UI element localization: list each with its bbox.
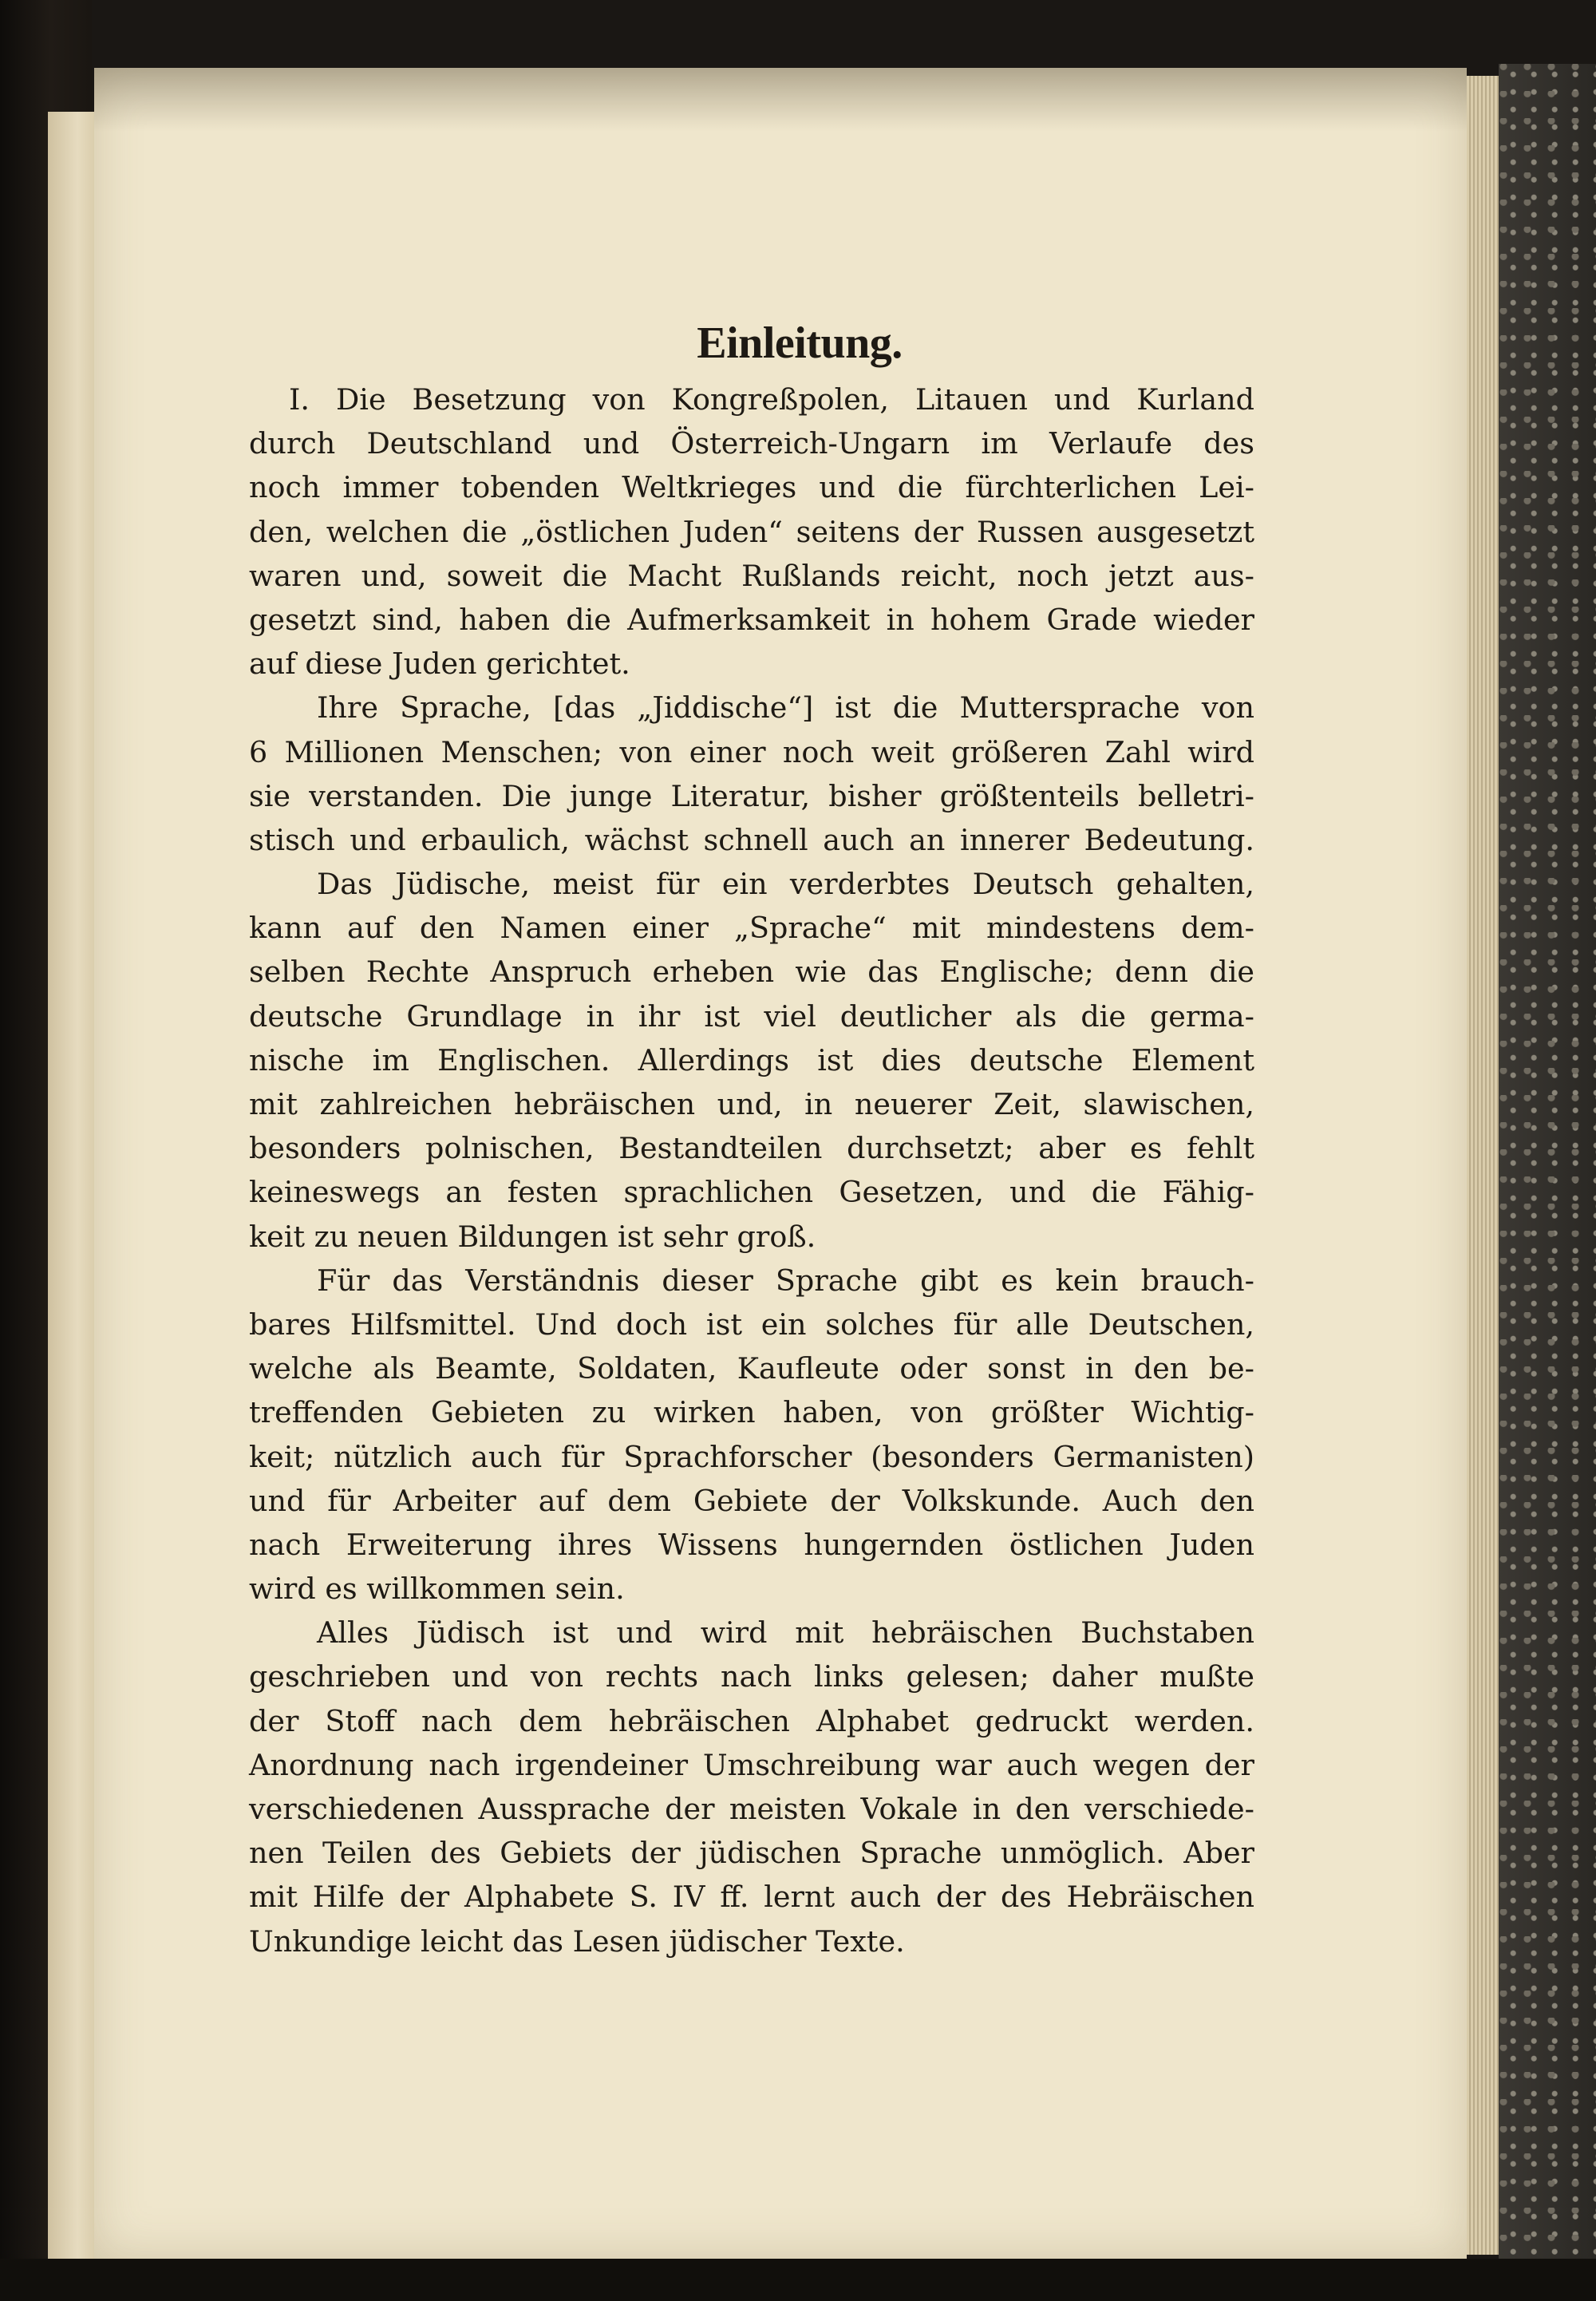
text-line: I. Die Besetzung von Kongreßpolen, Litauen und Kurland	[289, 382, 1254, 417]
text-line: noch immer tobenden Weltkrieges und die fürchterlichen Lei-	[249, 470, 1254, 505]
text-line: keineswegs an festen sprachlichen Gesetzen, und die Fähig-	[249, 1175, 1254, 1210]
text-line: kann auf den Namen einer „Sprache“ mit mindestens dem-	[249, 911, 1254, 946]
text-line: durch Deutschland und Österreich-Ungarn im Verlaufe des	[249, 426, 1254, 461]
text-line: der Stoff nach dem hebräischen Alphabet gedruckt werden.	[249, 1703, 1254, 1738]
text-line: sie verstanden. Die junge Literatur, bisher größtenteils belletri-	[249, 778, 1254, 813]
text-line: Für das Verständnis dieser Sprache gibt es kein brauch-	[317, 1263, 1254, 1298]
marbled-cover	[1499, 64, 1596, 2301]
text-line: geschrieben und von rechts nach links gelesen; daher mußte	[249, 1659, 1254, 1694]
text-line: mit zahlreichen hebräischen und, in neuerer Zeit, slawischen,	[249, 1087, 1254, 1121]
text-line: keit; nützlich auch für Sprachforscher (besonders Germanisten)	[249, 1439, 1254, 1474]
text-line: auf diese Juden gerichtet.	[249, 646, 630, 682]
text-line: bares Hilfsmittel. Und doch ist ein solches für alle Deutschen,	[249, 1307, 1254, 1342]
text-line: 6 Millionen Menschen; von einer noch weit größeren Zahl wird	[249, 734, 1254, 769]
text-line: waren und, soweit die Macht Rußlands reicht, noch jetzt aus-	[249, 558, 1254, 593]
text-line: keit zu neuen Bildungen ist sehr groß.	[249, 1219, 816, 1254]
text-line: treffenden Gebieten zu wirken haben, von größter Wichtig-	[249, 1395, 1254, 1430]
text-line: nach Erweiterung ihres Wissens hungernden östlichen Juden	[249, 1527, 1254, 1562]
text-line: welche als Beamte, Soldaten, Kaufleute oder sonst in den be-	[249, 1351, 1254, 1386]
text-line: nische im Englischen. Allerdings ist dies deutsche Element	[249, 1042, 1254, 1077]
text-line: stisch und erbaulich, wächst schnell auch an innerer Bedeutung.	[249, 822, 1254, 857]
text-line: mit Hilfe der Alphabete S. IV ff. lernt auch der des Hebräischen	[249, 1880, 1254, 1915]
text-line: Alles Jüdisch ist und wird mit hebräischen Buchstaben	[317, 1615, 1254, 1651]
text-line: selben Rechte Anspruch erheben wie das Englische; denn die	[249, 955, 1254, 990]
page-text	[249, 315, 1254, 1963]
text-line: Unkundige leicht das Lesen jüdischer Texte.	[249, 1923, 905, 1959]
page-top-shadow	[94, 68, 1467, 132]
page-edges	[1467, 76, 1499, 2255]
left-page-edge	[48, 112, 99, 2267]
text-line: gesetzt sind, haben die Aufmerksamkeit in hohem Grade wieder	[249, 602, 1254, 637]
text-line: Das Jüdische, meist für ein verderbtes Deutsch gehalten,	[317, 867, 1254, 902]
bottom-shadow	[0, 2259, 1596, 2301]
text-line: verschiedenen Aussprache der meisten Vokale in den verschiede-	[249, 1792, 1254, 1826]
text-line: Ihre Sprache, [das „Jiddische“] ist die Muttersprache von	[317, 690, 1254, 725]
text-line: den, welchen die „östlichen Juden“ seitens der Russen ausgesetzt	[249, 514, 1254, 549]
body-text	[249, 378, 1254, 1963]
chapter-heading: Einleitung.	[697, 318, 903, 368]
text-line: wird es willkommen sein.	[249, 1572, 625, 1607]
text-line: Anordnung nach irgendeiner Umschreibung war auch wegen der	[249, 1747, 1254, 1782]
text-line: besonders polnischen, Bestandteilen durchsetzt; aber es fehlt	[249, 1131, 1254, 1166]
text-line: deutsche Grundlage in ihr ist viel deutlicher als die germa-	[249, 998, 1254, 1034]
text-line: und für Arbeiter auf dem Gebiete der Volkskunde. Auch den	[249, 1483, 1254, 1518]
text-line: nen Teilen des Gebiets der jüdischen Sprache unmöglich. Aber	[249, 1836, 1254, 1871]
